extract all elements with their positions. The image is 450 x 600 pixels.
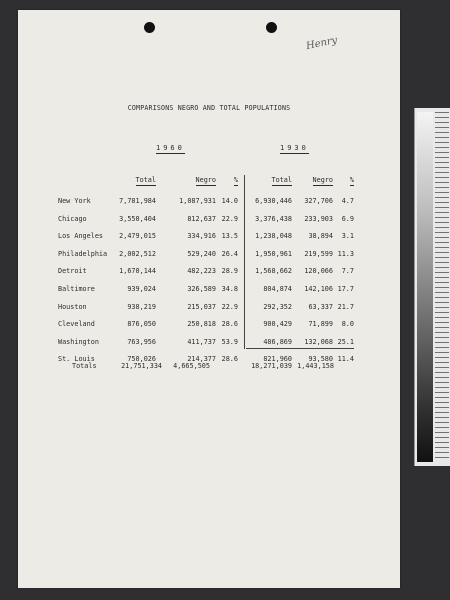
row-city-label: Baltimore [58,285,95,293]
column-header-negro-1960: Negro [195,176,216,184]
year-heading-1960: 1960 [156,144,185,152]
document-title: COMPARISONS NEGRO AND TOTAL POPULATIONS [127,104,291,112]
cell-pct-1960: 28.6 [221,320,238,328]
cell-total-1960: 939,024 [127,285,156,293]
column-header-pct-1930: % [349,176,354,184]
year-heading-1930: 1930 [280,144,309,152]
cell-negro-1960: 215,037 [187,303,216,311]
ruler-ticks [435,112,449,462]
cell-negro-1960: 214,377 [187,355,216,363]
cell-total-1930: 3,376,438 [255,215,292,223]
column-header-total-1930: Total [271,176,292,184]
cell-negro-1930: 132,068 [304,338,333,346]
cell-pct-1930: 11.4 [337,355,354,363]
cell-total-1960: 763,956 [127,338,156,346]
cell-pct-1960: 13.5 [221,232,238,240]
column-divider [244,175,245,349]
cell-total-1960: 2,002,512 [119,250,156,258]
cell-pct-1930: 11.3 [337,250,354,258]
cell-pct-1930: 8.0 [341,320,354,328]
cell-total-1960: 750,026 [127,355,156,363]
column-header-total-1960: Total [135,176,156,184]
cell-total-1930: 804,874 [263,285,292,293]
cell-negro-1930: 219,599 [304,250,333,258]
totals-total-1930: 18,271,039 [251,362,292,370]
cell-pct-1930: 3.1 [341,232,354,240]
cell-total-1960: 876,050 [127,320,156,328]
cell-pct-1930: 4.7 [341,197,354,205]
cell-negro-1930: 93,580 [308,355,333,363]
cell-pct-1960: 28.6 [221,355,238,363]
cell-pct-1930: 25.1 [337,338,354,346]
column-header-pct-1960: % [233,176,238,184]
cell-pct-1960: 22.9 [221,215,238,223]
totals-rule [246,348,354,349]
cell-negro-1930: 327,706 [304,197,333,205]
totals-total-1960: 21,751,334 [121,362,162,370]
cell-total-1930: 900,429 [263,320,292,328]
cell-pct-1960: 53.9 [221,338,238,346]
cell-negro-1960: 334,916 [187,232,216,240]
cell-total-1960: 938,219 [127,303,156,311]
cell-total-1960: 1,670,144 [119,267,156,275]
cell-negro-1930: 233,903 [304,215,333,223]
cell-negro-1960: 326,589 [187,285,216,293]
cell-negro-1930: 142,106 [304,285,333,293]
cell-negro-1960: 1,087,931 [179,197,216,205]
cell-total-1960: 2,479,015 [119,232,156,240]
cell-total-1930: 292,352 [263,303,292,311]
punch-hole-right [266,22,277,33]
cell-pct-1960: 26.4 [221,250,238,258]
handwritten-note: Henry [305,34,339,53]
punch-hole-left [144,22,155,33]
totals-negro-1960: 4,665,505 [173,362,210,370]
cell-total-1930: 6,930,446 [255,197,292,205]
grayscale-calibration-strip [414,108,450,466]
column-header-negro-1930: Negro [312,176,333,184]
grayscale-bar [417,112,433,462]
cell-pct-1960: 34.8 [221,285,238,293]
row-city-label: New York [58,197,91,205]
cell-negro-1960: 812,637 [187,215,216,223]
cell-pct-1930: 7.7 [341,267,354,275]
cell-total-1960: 3,550,404 [119,215,156,223]
cell-total-1930: 1,568,662 [255,267,292,275]
cell-negro-1960: 482,223 [187,267,216,275]
row-city-label: Houston [58,303,87,311]
cell-negro-1930: 38,894 [308,232,333,240]
totals-negro-1930: 1,443,158 [297,362,334,370]
cell-pct-1960: 22.9 [221,303,238,311]
cell-pct-1960: 14.0 [221,197,238,205]
row-city-label: St. Louis [58,355,95,363]
row-city-label: Washington [58,338,99,346]
row-city-label: Detroit [58,267,87,275]
row-city-label: Cleveland [58,320,95,328]
cell-pct-1930: 21.7 [337,303,354,311]
cell-negro-1930: 71,899 [308,320,333,328]
row-city-label: Los Angeles [58,232,104,240]
cell-negro-1960: 529,240 [187,250,216,258]
cell-negro-1930: 63,337 [308,303,333,311]
cell-total-1930: 1,950,961 [255,250,292,258]
cell-negro-1930: 120,066 [304,267,333,275]
cell-pct-1930: 6.9 [341,215,354,223]
row-city-label: Chicago [58,215,87,223]
document-page [18,10,400,588]
cell-pct-1960: 28.9 [221,267,238,275]
cell-total-1930: 821,960 [263,355,292,363]
cell-negro-1960: 250,818 [187,320,216,328]
cell-negro-1960: 411,737 [187,338,216,346]
row-city-label: Philadelphia [58,250,108,258]
cell-total-1930: 486,869 [263,338,292,346]
cell-total-1960: 7,781,984 [119,197,156,205]
totals-label: Totals [72,362,97,370]
cell-total-1930: 1,238,048 [255,232,292,240]
cell-pct-1930: 17.7 [337,285,354,293]
